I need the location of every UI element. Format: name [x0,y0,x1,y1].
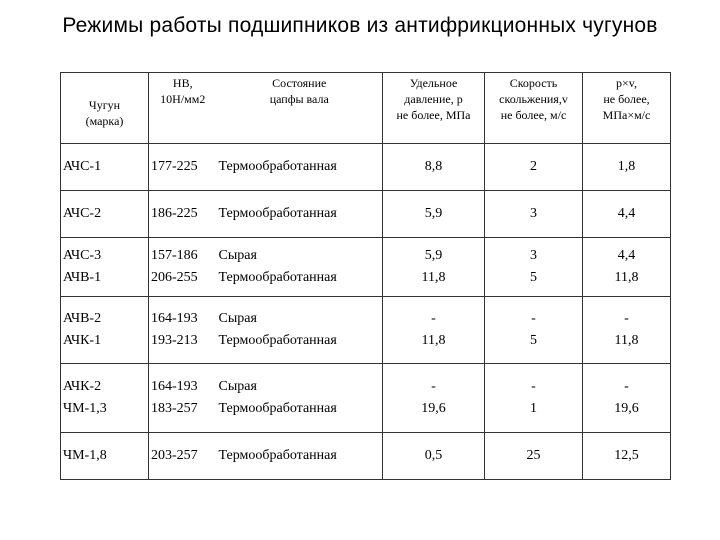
table-row [61,144,671,191]
header-hb: HB, 10Н/мм2 [149,73,217,144]
cell-brand: АЧВ-2 АЧК-1 [61,297,149,364]
header-state: Состояние цапфы вала [217,73,383,144]
cell-hb: 157-186 206-255 [149,238,217,297]
table-row [61,364,671,433]
cell-state: Сырая Термообработанная [217,297,383,364]
cell-pressure: 0,5 [383,433,485,480]
cell-brand: АЧС-1 [61,144,149,191]
header-brand: Чугун (марка) [61,73,149,144]
table-row [61,297,671,364]
cell-brand: АЧС-2 [61,191,149,238]
cell-pv: - 11,8 [583,297,671,364]
cell-speed: - 1 [485,364,583,433]
cell-state: Сырая Термообработанная [217,364,383,433]
cell-state: Термообработанная [217,433,383,480]
cell-pv: - 19,6 [583,364,671,433]
cell-pv: 4,4 [583,191,671,238]
cell-pressure: - 11,8 [383,297,485,364]
header-row [61,73,671,144]
cell-state: Сырая Термообработанная [217,238,383,297]
cell-state: Термообработанная [217,191,383,238]
page-title: Режимы работы подшипников из антифрикционных чугунов [62,14,658,37]
cell-brand: АЧК-2 ЧМ-1,3 [61,364,149,433]
table-row [61,433,671,480]
cell-pressure: 8,8 [383,144,485,191]
cell-hb: 164-193 183-257 [149,364,217,433]
cell-pressure: 5,9 [383,191,485,238]
cell-hb: 177-225 [149,144,217,191]
cell-pressure: - 19,6 [383,364,485,433]
cell-speed: 3 [485,191,583,238]
header-pv: p×v, не более, МПа×м/с [583,73,671,144]
table-row [61,191,671,238]
cell-hb: 203-257 [149,433,217,480]
header-pressure: Удельное давление, р не более, МПа [383,73,485,144]
cell-pv: 12,5 [583,433,671,480]
cell-pv: 1,8 [583,144,671,191]
cell-state: Термообработанная [217,144,383,191]
cell-hb: 164-193 193-213 [149,297,217,364]
cell-brand: ЧМ-1,8 [61,433,149,480]
table-row [61,238,671,297]
cell-brand: АЧС-3 АЧВ-1 [61,238,149,297]
cell-speed: - 5 [485,297,583,364]
cell-speed: 3 5 [485,238,583,297]
cell-pressure: 5,9 11,8 [383,238,485,297]
cell-pv: 4,4 11,8 [583,238,671,297]
cell-hb: 186-225 [149,191,217,238]
cell-speed: 25 [485,433,583,480]
bearing-modes-table [60,72,671,480]
header-speed: Скорость скольжения,v не более, м/с [485,73,583,144]
cell-speed: 2 [485,144,583,191]
